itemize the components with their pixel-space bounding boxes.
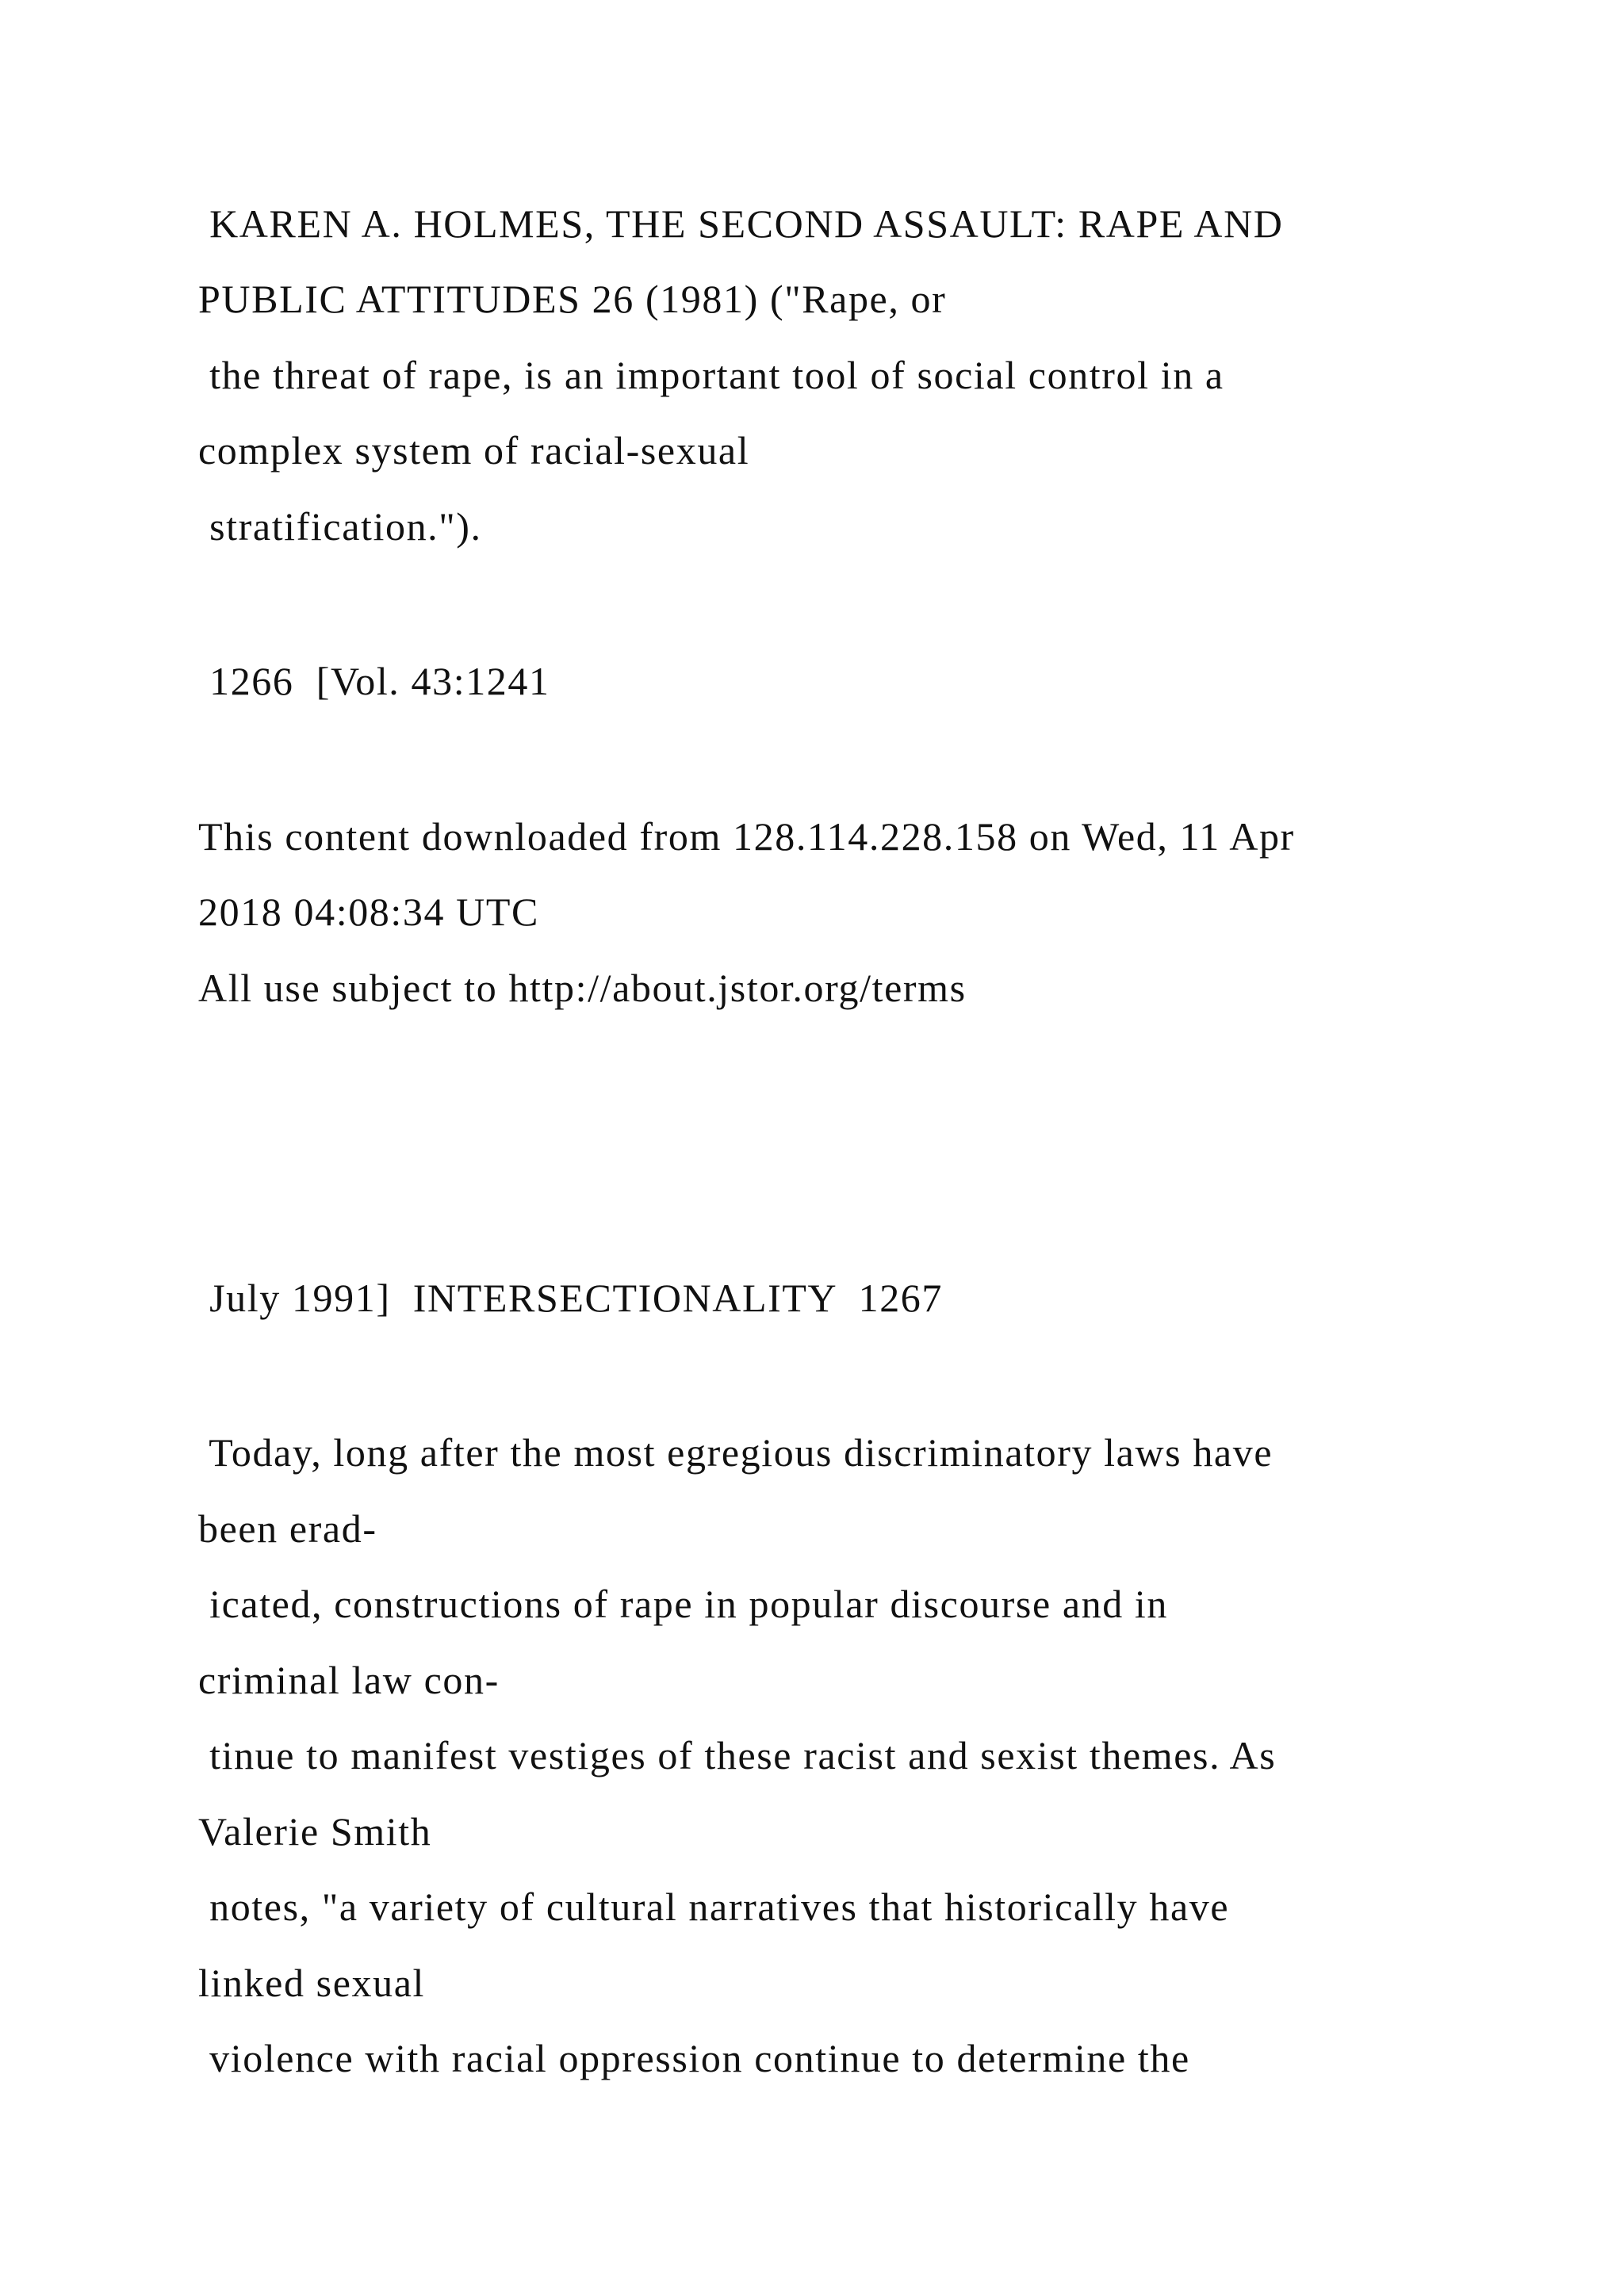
body-text-line: criminal law con- bbox=[198, 1658, 500, 1702]
footnote-line: PUBLIC ATTITUDES 26 (1981) ("Rape, or bbox=[198, 277, 947, 321]
body-text-line: been erad- bbox=[198, 1506, 377, 1551]
body-text-line: tinue to manifest vestiges of these racist and sexist themes. As bbox=[198, 1733, 1277, 1777]
body-text-line: Valerie Smith bbox=[198, 1809, 432, 1854]
body-text-line: Today, long after the most egregious discriminatory laws have bbox=[198, 1430, 1274, 1475]
jstor-notice-line: This content downloaded from 128.114.228.158 on Wed, 11 Apr bbox=[198, 814, 1295, 859]
jstor-notice-line: 2018 04:08:34 UTC bbox=[198, 890, 539, 934]
page-reference: 1266 [Vol. 43:1241 bbox=[198, 659, 550, 703]
footnote-line: KAREN A. HOLMES, THE SECOND ASSAULT: RAPE AND bbox=[198, 201, 1284, 246]
jstor-notice-line: All use subject to http://about.jstor.org/terms bbox=[198, 966, 967, 1010]
footnote-line: stratification."). bbox=[198, 504, 482, 549]
footnote-line: the threat of rape, is an important tool of social control in a bbox=[198, 353, 1224, 397]
body-text-line: notes, "a variety of cultural narratives that historically have bbox=[198, 1885, 1230, 1929]
footnote-line: complex system of racial-sexual bbox=[198, 428, 750, 473]
running-header: July 1991] INTERSECTIONALITY 1267 bbox=[198, 1276, 943, 1320]
body-text-line: icated, constructions of rape in popular discourse and in bbox=[198, 1582, 1169, 1626]
body-text-line: violence with racial oppression continue to determine the bbox=[198, 2036, 1190, 2080]
body-text-line: linked sexual bbox=[198, 1961, 426, 2005]
